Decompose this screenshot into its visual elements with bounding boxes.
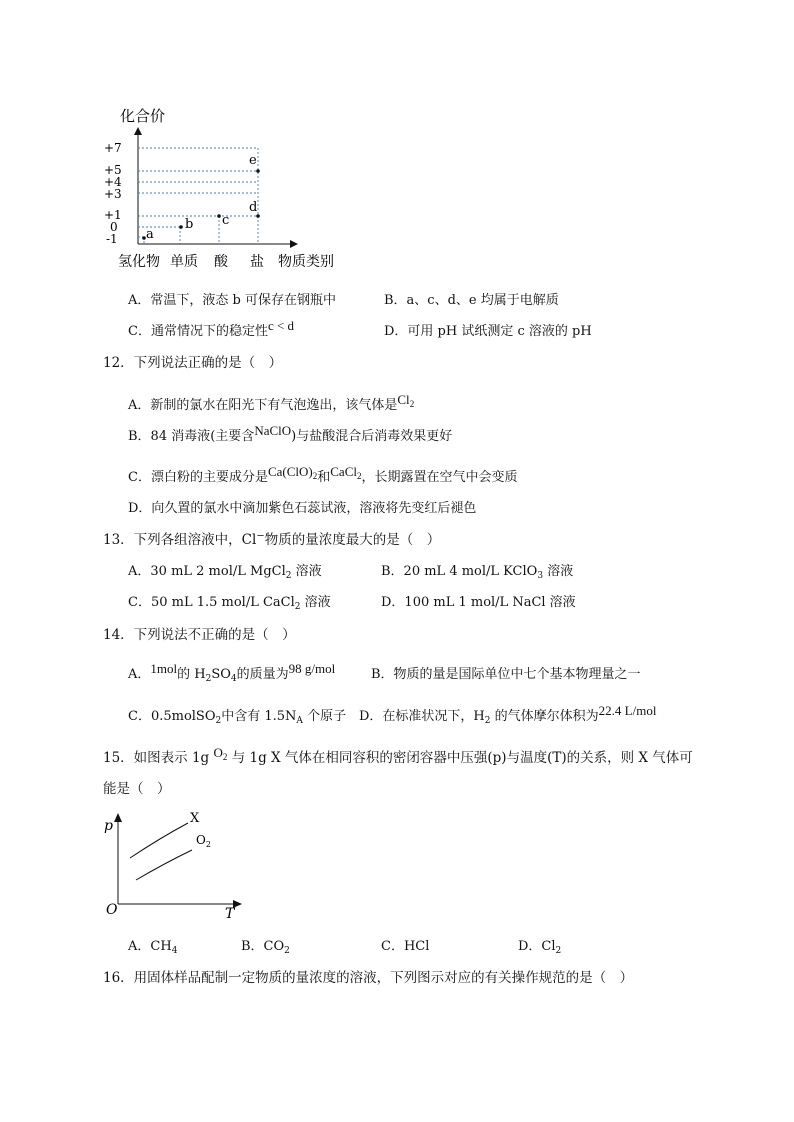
- x-category-label: 盐: [250, 254, 264, 270]
- x-axis-title: 物质类别: [278, 254, 334, 270]
- q12-option-b-pre: B．84 消毒液(主要含: [128, 429, 255, 444]
- x-category-label: 酸: [214, 254, 228, 270]
- y-tick-label: 0: [110, 220, 118, 234]
- y-tick-label: +5: [104, 163, 122, 177]
- curve-x: [130, 823, 188, 858]
- point-label-c: c: [222, 213, 230, 228]
- curve-o2: [136, 850, 192, 880]
- point-label-b: b: [185, 217, 194, 232]
- point-label-a: a: [146, 227, 154, 242]
- x-category-label: 氢化物: [118, 254, 160, 270]
- q13-stem-post: 物质的量浓度最大的是（ ）: [264, 532, 441, 548]
- q12-option-c-formula-1: $Ca(ClO)_2$: [267, 464, 318, 481]
- q15-option-b: B．$CO_2$: [241, 939, 290, 956]
- p-axis-label: p: [104, 818, 113, 834]
- curve-x-label: X: [190, 811, 200, 826]
- q14-option-a-formula-2: 98 g/mol: [288, 661, 336, 676]
- q14-option-b: B．物质的量是国际单位中七个基本物理量之一: [371, 667, 641, 682]
- y-tick-label: +4: [104, 175, 122, 189]
- q15-stem-formula: $O_2$: [213, 745, 228, 762]
- q12-option-c-formula-2: CaCl$_2$: [330, 464, 362, 481]
- q12-option-d: D．向久置的氯水中滴加紫色石蕊试液，溶液将先变红后褪色: [128, 501, 477, 516]
- q13-option-d: D．100 mL 1 mol/L NaCl 溶液: [381, 595, 576, 610]
- q15-option-c: C．HCl: [381, 939, 430, 954]
- point-b: [179, 225, 183, 229]
- t-axis-arrow: [233, 900, 242, 908]
- q13-stem-pre: 13．下列各组溶液中，Cl: [103, 532, 257, 548]
- q12-option-a-formula: $Cl_2$: [397, 392, 415, 409]
- q12-option-a: [128, 394, 414, 414]
- q12-option-c: [128, 466, 518, 486]
- q16-stem: 16．用固体样品配制一定物质的量浓度的溶液，下列图示对应的有关操作规范的是（ ）: [103, 970, 634, 986]
- q15-option-a: A．$CH_4$: [128, 939, 178, 956]
- y-axis-title: 化合价: [120, 107, 166, 125]
- q14-option-c: C．0.5molSO$_2$中含有 $1.5N_A$ 个原子: [128, 709, 347, 726]
- q14-option-d-formula: 22.4 L/mol: [598, 703, 657, 718]
- q15-option-d: D．$Cl_2$: [518, 939, 562, 956]
- q12-option-b: [128, 425, 452, 444]
- q11-option-c: [128, 320, 294, 339]
- q14-option-a: A．1mol的 $H_2SO_4$的质量为98 g/mol: [128, 661, 336, 684]
- point-label-e: e: [249, 153, 257, 168]
- q13-stem: 13．下列各组溶液中，Cl−物质的量浓度最大的是（ ）: [103, 530, 441, 548]
- y-tick-label: +7: [104, 141, 122, 155]
- q11-option-b: B．a、c、d、e 均属于电解质: [384, 293, 559, 308]
- pressure-temperature-graph: [100, 808, 250, 923]
- q15-stem: 15．如图表示 1g $O_2$ 与 1g X 气体在相同容积的密闭容器中压强(p)与温度(T)的关系，则 X 气体可: [103, 745, 693, 766]
- q12-option-c-mid: 和: [317, 470, 331, 485]
- q12-option-b-formula: NaClO: [254, 423, 292, 438]
- point-label-d: d: [249, 200, 258, 215]
- y-tick-label: +1: [104, 208, 122, 222]
- origin-label: O: [106, 902, 118, 918]
- y-tick-label: +3: [104, 187, 122, 201]
- y-axis-arrow: [134, 127, 142, 135]
- t-axis-label: T: [225, 906, 235, 922]
- q12-option-c-post: ，长期露置在空气中会变质: [361, 470, 518, 485]
- q14-option-a-formula-1: 1mol: [150, 661, 178, 676]
- q11-option-d: D．可用 pH 试纸测定 c 溶液的 pH: [384, 324, 592, 339]
- point-e: [256, 169, 260, 173]
- curve-o2-label: $O_2$: [196, 833, 211, 849]
- y-tick-label: -1: [106, 232, 118, 246]
- q13-option-b: B．20 mL 4 mol/L KClO$_3$ 溶液: [381, 564, 574, 581]
- q13-option-c: C．50 mL 1.5 mol/L CaCl$_2$ 溶液: [128, 595, 331, 612]
- q11-option-c-formula: c < d: [267, 318, 295, 333]
- q14-option-d: D．在标准状况下，$H_2$ 的气体摩尔体积为22.4 L/mol: [359, 703, 657, 726]
- q14-stem: 14．下列说法不正确的是（ ）: [103, 627, 296, 643]
- q13-option-a: A．30 mL 2 mol/L MgCl$_2$ 溶液: [128, 564, 322, 581]
- q12-stem: 12．下列说法正确的是（ ）: [103, 355, 283, 371]
- point-c: [217, 214, 221, 218]
- q15-stem-line2: 能是（ ）: [103, 781, 171, 797]
- q11-option-c-text: C．通常情况下的稳定性: [128, 324, 268, 339]
- x-axis-arrow: [290, 240, 298, 248]
- q11-option-a: A．常温下，液态 b 可保存在钢瓶中: [128, 293, 336, 308]
- q12-option-b-post: )与盐酸混合后消毒效果更好: [291, 429, 453, 444]
- valence-chart: [100, 100, 350, 275]
- x-category-label: 单质: [170, 254, 198, 270]
- q12-option-c-pre: C．漂白粉的主要成分是: [128, 470, 268, 485]
- q12-option-a-text: A．新制的氯水在阳光下有气泡逸出，该气体是: [128, 398, 398, 413]
- p-axis-arrow: [114, 813, 122, 822]
